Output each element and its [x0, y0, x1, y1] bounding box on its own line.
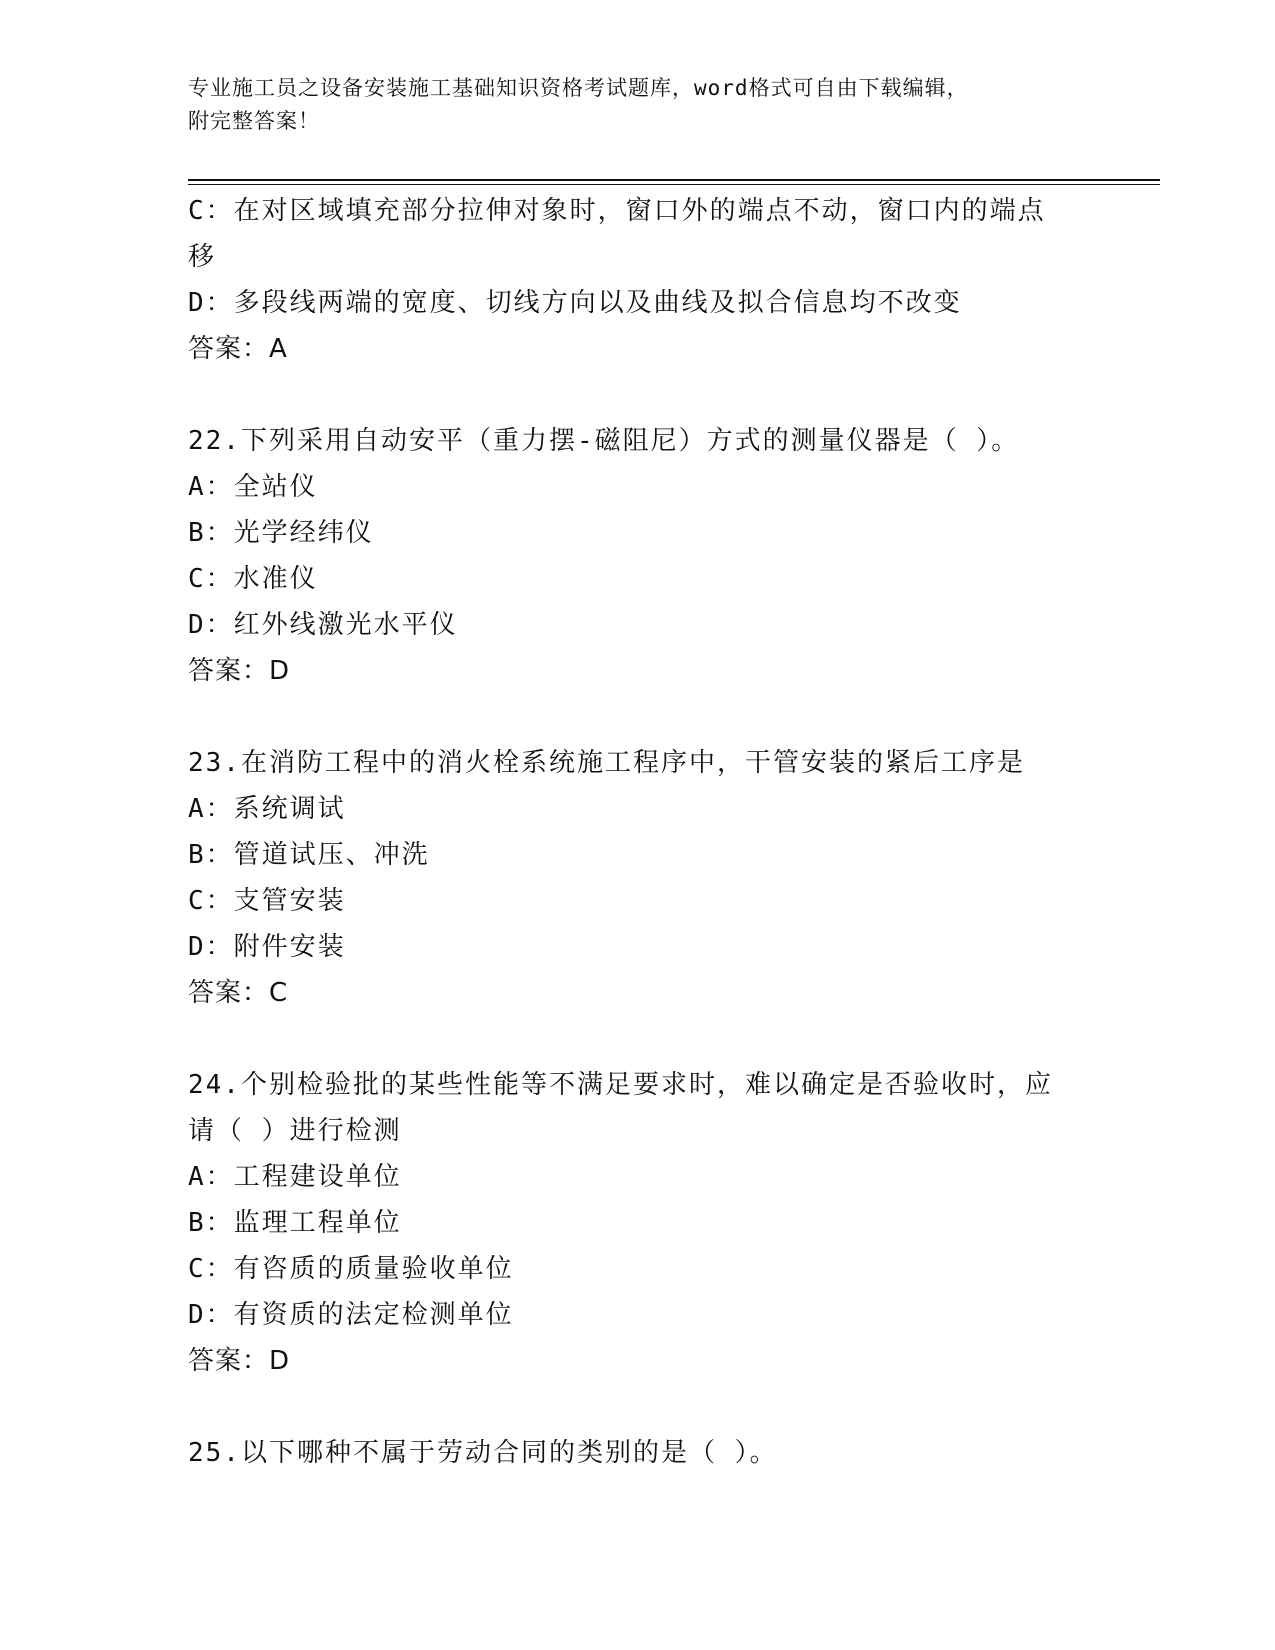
question-23 — [188, 740, 1088, 1016]
option-c: C：在对区域填充部分拉伸对象时，窗口外的端点不动，窗口内的端点 — [188, 196, 1046, 226]
option-c: C：有咨质的质量验收单位 — [188, 1254, 514, 1284]
option-d: D：多段线两端的宽度、切线方向以及曲线及拟合信息均不改变 — [188, 288, 962, 318]
option-d: D：附件安装 — [188, 932, 346, 962]
option-a: A：工程建设单位 — [188, 1162, 402, 1192]
option-a: A：全站仪 — [188, 472, 318, 502]
answer: 答案：D — [188, 1346, 291, 1376]
answer: 答案：C — [188, 978, 289, 1008]
option-c: C：支管安装 — [188, 886, 346, 916]
header-divider-thick — [188, 179, 1160, 181]
option-b: B：光学经纬仪 — [188, 518, 374, 548]
header-divider-thin — [188, 184, 1160, 185]
header-line-1: 专业施工员之设备安装施工基础知识资格考试题库，word格式可自由下载编辑， — [188, 76, 969, 100]
option-c: C：水准仪 — [188, 564, 318, 594]
question-21-tail — [188, 188, 1088, 372]
question-text-continued: 请（ ）进行检测 — [188, 1116, 402, 1146]
option-d: D：有资质的法定检测单位 — [188, 1300, 514, 1330]
question-text: 23.在消防工程中的消火栓系统施工程序中，干管安装的紧后工序是 — [188, 748, 1025, 778]
answer: 答案：D — [188, 656, 291, 686]
header-line-2: 附完整答案！ — [188, 109, 320, 133]
question-25 — [188, 1430, 1088, 1476]
question-text: 24.个别检验批的某些性能等不满足要求时，难以确定是否验收时，应 — [188, 1070, 1053, 1100]
answer: 答案：A — [188, 334, 288, 364]
option-c-continued: 移 — [188, 242, 217, 272]
question-text: 22.下列采用自动安平（重力摆-磁阻尼）方式的测量仪器是（ ）。 — [188, 426, 1020, 456]
option-a: A：系统调试 — [188, 794, 346, 824]
question-list — [188, 188, 1088, 1476]
document-header — [188, 72, 1088, 138]
option-b: B：管道试压、冲洗 — [188, 840, 430, 870]
question-24 — [188, 1062, 1088, 1384]
question-22 — [188, 418, 1088, 694]
option-b: B：监理工程单位 — [188, 1208, 402, 1238]
question-text: 25.以下哪种不属于劳动合同的类别的是（ ）。 — [188, 1438, 778, 1468]
option-d: D：红外线激光水平仪 — [188, 610, 458, 640]
